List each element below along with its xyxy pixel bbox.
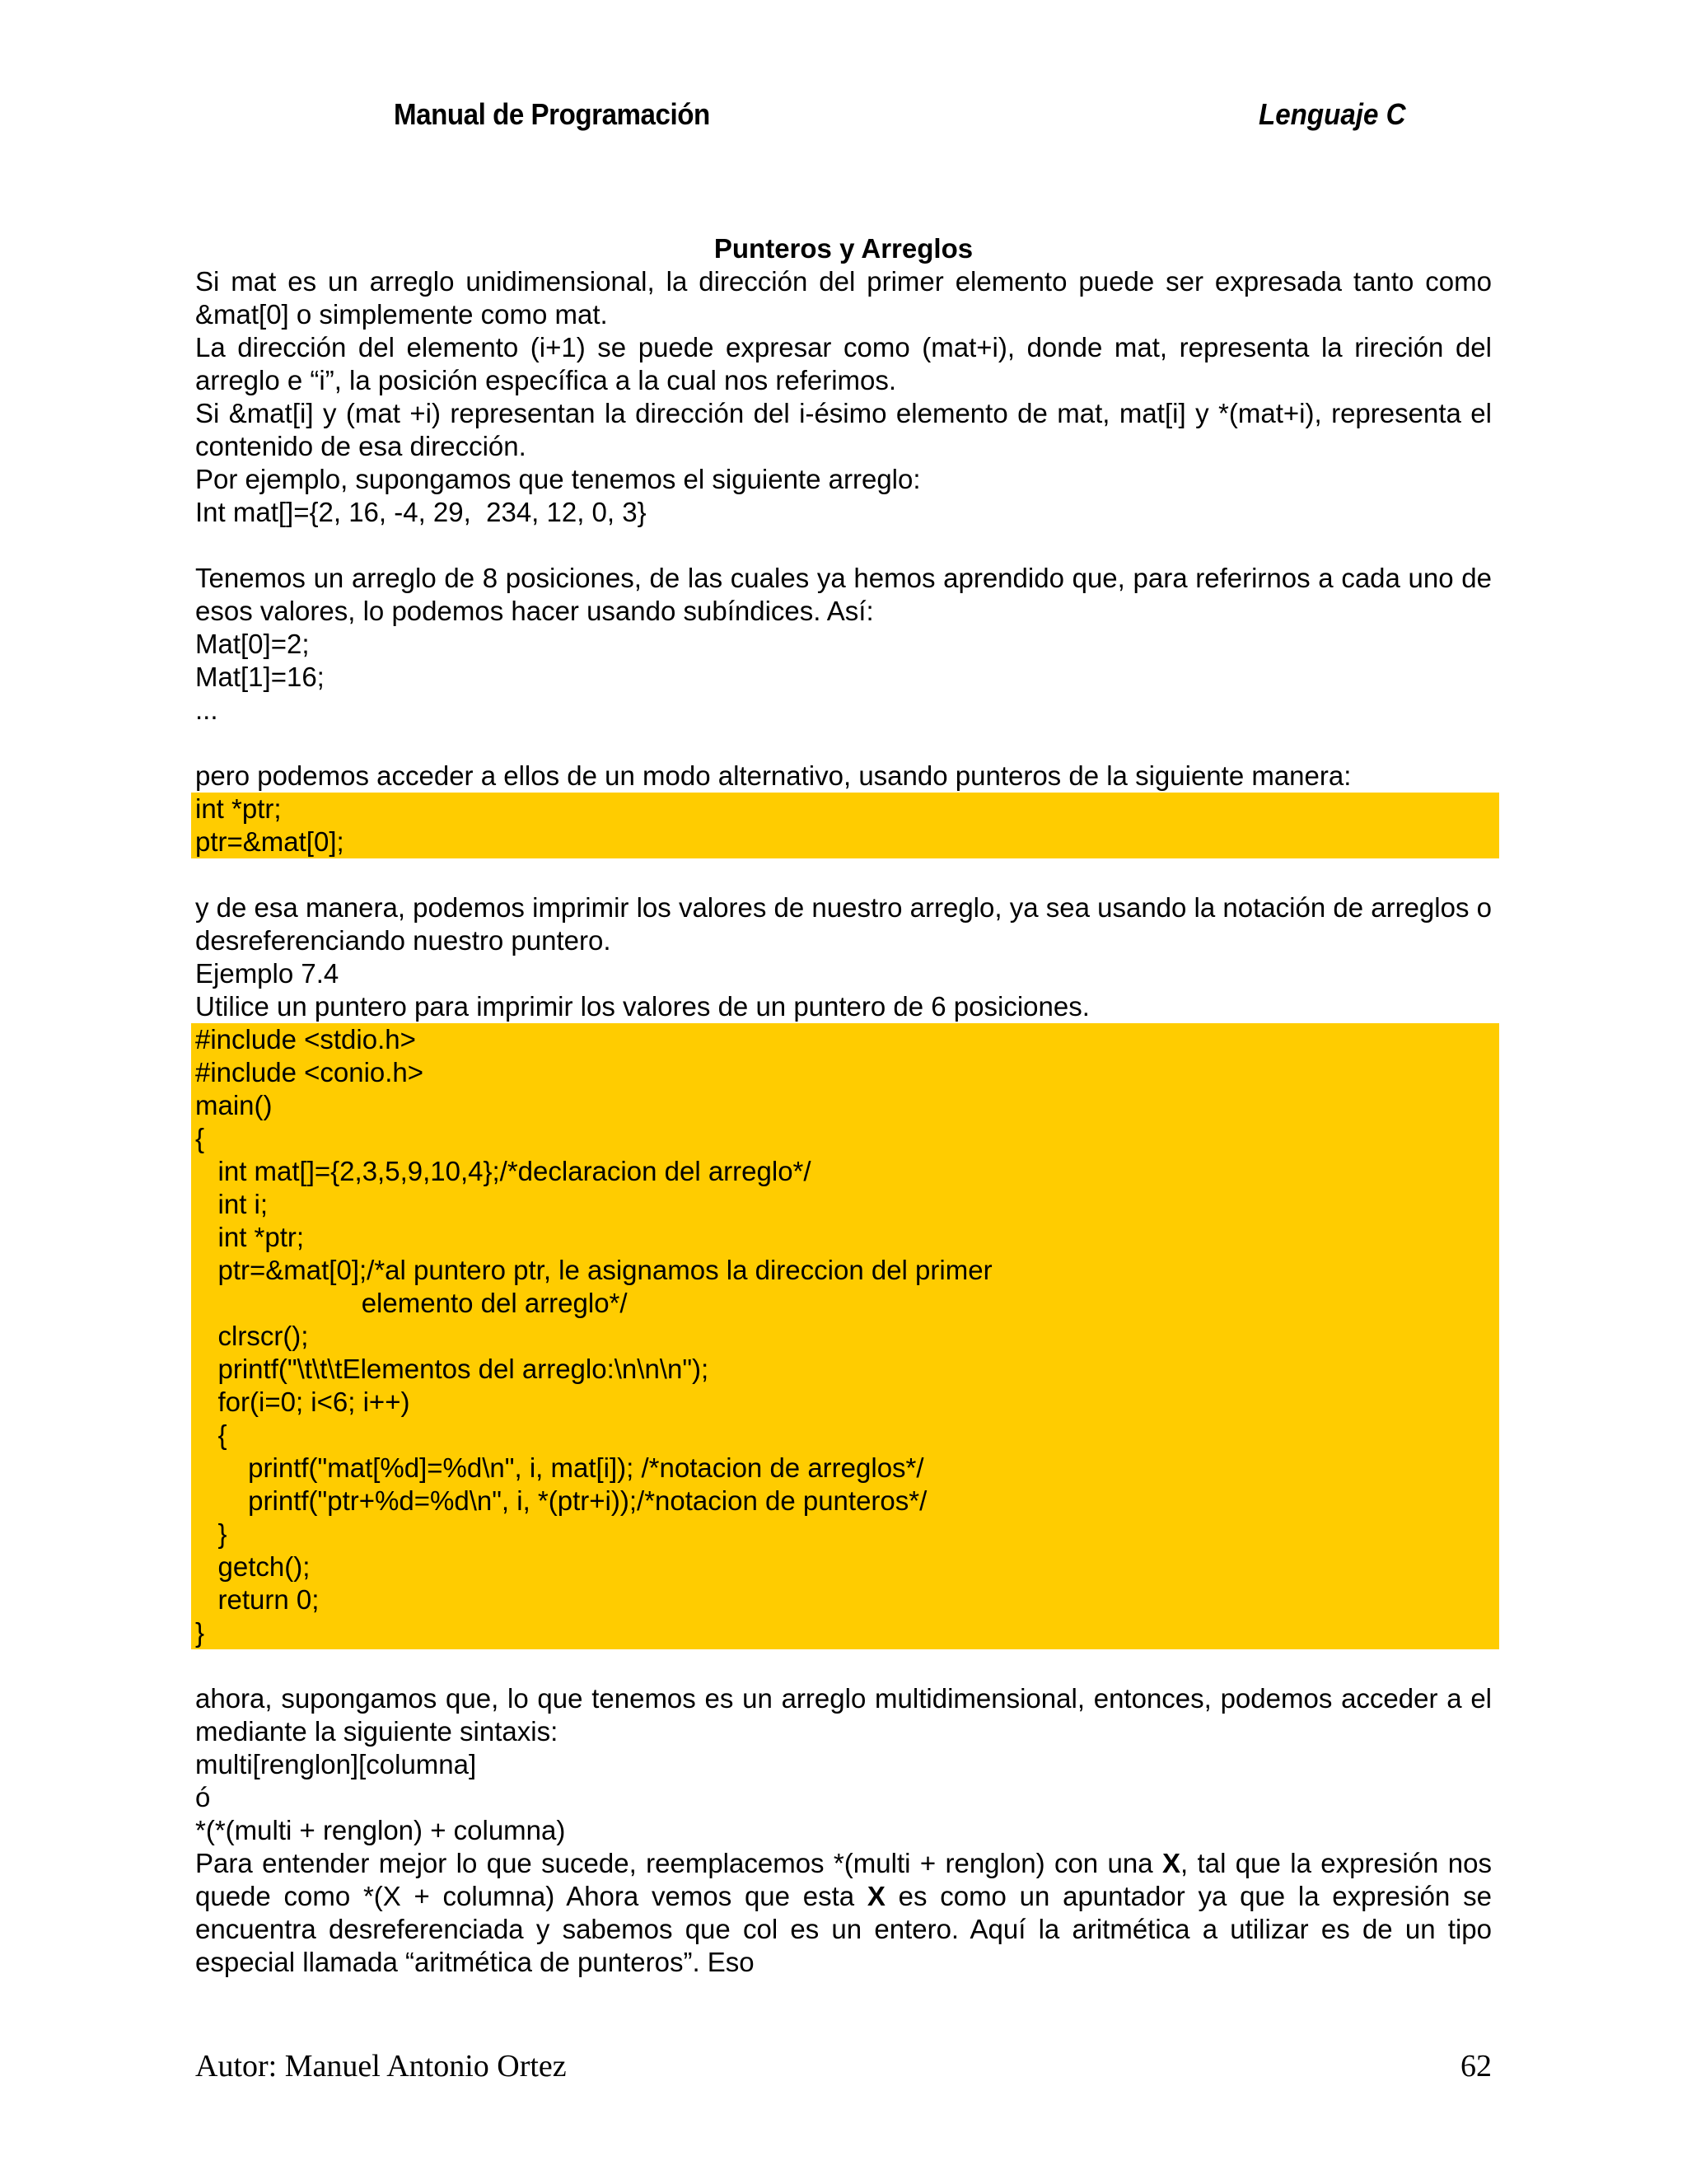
blank-line: [195, 529, 1492, 562]
code-line: #include <conio.h>: [195, 1057, 424, 1087]
example-label: Ejemplo 7.4: [195, 958, 339, 989]
paragraph: pero podemos acceder a ellos de un modo alternativo, usando punteros de la siguiente manera:: [195, 760, 1352, 791]
header-manual-title: Manual de Programación: [394, 97, 710, 131]
code-line: int i;: [195, 1189, 269, 1219]
bold-x: X: [867, 1881, 886, 1911]
code-line: return 0;: [195, 1584, 320, 1615]
code-line: int *ptr;: [195, 793, 282, 824]
code-line: elemento del arreglo*/: [195, 1288, 628, 1318]
blank-line: [195, 858, 1492, 891]
blank-line: [195, 727, 1492, 760]
code-line: printf("\t\t\tElementos del arreglo:\n\n\n");: [195, 1354, 709, 1384]
bold-x: X: [1161, 1848, 1180, 1878]
array-declaration: Int mat[]={2, 16, -4, 29, 234, 12, 0, 3}: [195, 497, 647, 527]
code-line: printf("mat[%d]=%d\n", i, mat[i]); /*notacion de arreglos*/: [195, 1452, 924, 1483]
example-description: Utilice un puntero para imprimir los valores de un puntero de 6 posiciones.: [195, 991, 1090, 1022]
ellipsis: ...: [195, 694, 218, 725]
paragraph: ahora, supongamos que, lo que tenemos es un arreglo multidimensional, entonces, podemos acceder a el mediante la siguiente sintaxis:: [195, 1683, 1492, 1747]
code-line: for(i=0; i<6; i++): [195, 1387, 410, 1417]
code-line: int *ptr;: [195, 1222, 305, 1252]
text-run: es como un apuntador ya que la expresión se encuentra desreferenciada y sabemos que col es un entero. Aquí la aritmética a utilizar es de un tipo especial llamada “aritmética de punteros”. Eso: [195, 1881, 1492, 1977]
highlighted-code-block-pointer: [191, 793, 1499, 858]
code-line: main(): [195, 1090, 273, 1120]
header-language-title: Lenguaje C: [1259, 97, 1406, 131]
footer-page-number: 62: [1460, 2049, 1492, 2083]
text-run: Para entender mejor lo que sucede, reemplacemos *(multi + renglon) con una: [195, 1848, 1162, 1878]
code-line: int mat[]={2,3,5,9,10,4};/*declaracion del arreglo*/: [195, 1156, 811, 1186]
code-line: {: [195, 1123, 205, 1153]
paragraph: Si &mat[i] y (mat +i) representan la dirección del i-ésimo elemento de mat, mat[i] y *(mat+i), representa el contenido de esa dirección.: [195, 398, 1492, 461]
paragraph: La dirección del elemento (i+1) se puede expresar como (mat+i), donde mat, representa la rireción del arreglo e “i”, la posición específica a la cual nos referimos.: [195, 332, 1492, 395]
code-line: getch();: [195, 1551, 311, 1582]
paragraph: [195, 1847, 1492, 1979]
code-line: clrscr();: [195, 1321, 309, 1351]
syntax-line: *(*(multi + renglon) + columna): [195, 1815, 566, 1845]
footer-author: Autor: Manuel Antonio Ortez: [195, 2049, 567, 2083]
paragraph: Si mat es un arreglo unidimensional, la dirección del primer elemento puede ser expresada tanto como &mat[0] o simplemente como mat.: [195, 266, 1492, 330]
code-line: #include <stdio.h>: [195, 1024, 416, 1055]
code-line: ptr=&mat[0];/*al puntero ptr, le asignamos la direccion del primer: [195, 1255, 993, 1285]
section-title: Punteros y Arreglos: [713, 233, 974, 264]
code-line: Mat[1]=16;: [195, 662, 325, 692]
paragraph: Por ejemplo, supongamos que tenemos el siguiente arreglo:: [195, 464, 921, 494]
code-line: {: [195, 1419, 227, 1450]
syntax-line: multi[renglon][columna]: [195, 1749, 477, 1779]
paragraph: y de esa manera, podemos imprimir los valores de nuestro arreglo, ya sea usando la notación de arreglos o desreferenciando nuestro puntero.: [195, 892, 1492, 956]
highlighted-code-block-example: [191, 1023, 1499, 1649]
syntax-separator: ó: [195, 1782, 211, 1812]
code-line: printf("ptr+%d=%d\n", i, *(ptr+i));/*notacion de punteros*/: [195, 1485, 928, 1516]
paragraph: Tenemos un arreglo de 8 posiciones, de las cuales ya hemos aprendido que, para referirnos a cada uno de esos valores, lo podemos hacer usando subíndices. Así:: [195, 563, 1492, 626]
code-line: Mat[0]=2;: [195, 629, 310, 659]
text-run: , tal que la expresión nos quede como *(X + columna) Ahora vemos que esta: [195, 1848, 1492, 1911]
code-line: }: [195, 1617, 205, 1648]
page-content: [195, 232, 1492, 1979]
blank-line: [195, 1649, 1492, 1682]
code-line: }: [195, 1518, 227, 1549]
code-line: ptr=&mat[0];: [195, 826, 344, 857]
